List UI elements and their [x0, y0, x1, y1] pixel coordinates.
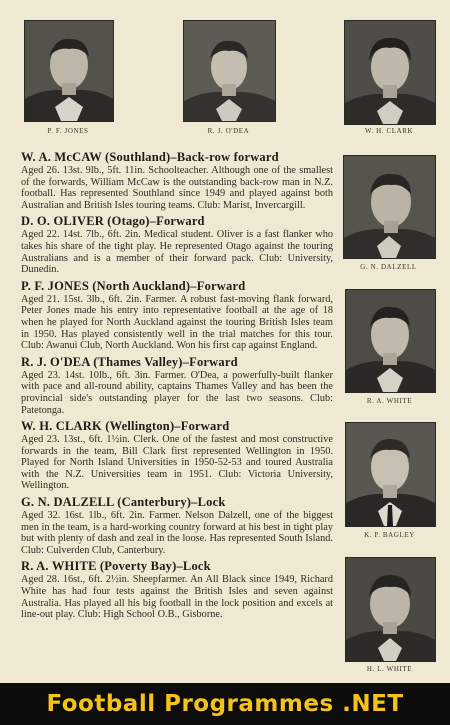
portrait-image	[184, 21, 275, 121]
player-bios	[21, 150, 333, 624]
photo-p-f-jones	[24, 20, 114, 122]
photo-g-n-dalzell	[343, 155, 436, 259]
bio-text: Aged 22. 14st. 7lb., 6ft. 2in. Medical student. Oliver is a fast flanker who takes his share of the tight play. He represented Otago against the touring Australians and is a member of their forward pack. Club: University, Dunedin.	[21, 229, 333, 276]
bio-heading: R. J. O'DEA (Thames Valley)–Forward	[21, 354, 238, 369]
bio-text: Aged 23. 13st., 6ft. 1½in. Clerk. One of the fastest and most constructive forwards in the team, Bill Clark first represented Wellington in 1950. Played for North Island Universities in 1950-52-53 and toured Australia with the N.Z. Universities team in 1951. Club: Victoria University, Wellington.	[21, 434, 333, 492]
bio-text: Aged 23. 14st. 10lb., 6ft. 3in. Farmer. O'Dea, a powerfully-built flanker with pace and all-round ability, captains Thames Valley and has been the provincial side's outstanding player for the last two seasons. Club: Patetonga.	[21, 369, 333, 416]
photo-w-h-clark	[344, 20, 436, 125]
bio-d-o-oliver	[21, 214, 333, 275]
caption-r-j-odea: R. J. O'DEA	[207, 127, 250, 135]
bio-text: Aged 32. 16st. 1lb., 6ft. 2in. Farmer. Nelson Dalzell, one of the biggest men in the team, is a hard-working country forward at his best in tight play but with plenty of dash and zeal in the loose. Has represented South Island. Club: Culverden Club, Canterbury.	[21, 510, 333, 556]
bio-heading: P. F. JONES (North Auckland)–Forward	[21, 278, 246, 293]
portrait-image	[345, 21, 435, 124]
caption-r-a-white: R. A. WHITE	[366, 397, 413, 405]
bio-p-f-jones	[21, 279, 333, 352]
bio-text: Aged 21. 15st. 3lb., 6ft. 2in. Farmer. A robust fast-moving flank forward, Peter Jones made his entry into representative football at the age of 18 when he played for North Auckland against the touring British Isles team in 1950. Has played consistently well in the trial matches for this tour. Club: Awanui Club, North Auckland. Won his first cap against England.	[21, 293, 333, 352]
caption-k-p-bagley: K. P. BAGLEY	[364, 531, 415, 539]
watermark-text: Football Programmes .NET	[46, 691, 404, 717]
bio-g-n-dalzell	[21, 495, 333, 556]
photo-r-a-white	[345, 289, 436, 393]
photo-r-j-odea	[183, 20, 276, 122]
caption-h-l-white: H. L. WHITE	[366, 665, 413, 673]
caption-p-f-jones: P. F. JONES	[47, 127, 89, 135]
photo-h-l-white	[345, 557, 436, 662]
portrait-image	[346, 423, 435, 526]
bio-text: Aged 28. 16st., 6ft. 2½in. Sheepfarmer. An All Black since 1949, Richard White has had four tests against the British Isles and seven against Australia. Has played all his big football in the lock position and excels at line-out play. Club: High School O.B., Gisborne.	[21, 574, 333, 621]
caption-g-n-dalzell: G. N. DALZELL	[360, 263, 417, 271]
photo-k-p-bagley	[345, 422, 436, 527]
bio-heading: R. A. WHITE (Poverty Bay)–Lock	[21, 559, 211, 574]
bio-text: Aged 26. 13st. 9lb., 5ft. 11in. Schoolteacher. Although one of the smallest of the forwards, William McCaw is the outstanding back-row man in N.Z. football. Has represented Southland since 1949 and played against both Australian and British Isles touring teams. Club: Marist, Invercargill.	[21, 165, 333, 211]
portrait-image	[346, 558, 435, 661]
bio-r-j-odea	[21, 355, 333, 416]
portrait-image	[344, 156, 435, 258]
bio-w-h-clark	[21, 419, 333, 492]
bio-heading: G. N. DALZELL (Canterbury)–Lock	[21, 495, 226, 510]
bio-heading: D. O. OLIVER (Otago)–Forward	[21, 214, 205, 229]
bio-heading: W. H. CLARK (Wellington)–Forward	[21, 419, 230, 434]
bio-heading: W. A. McCAW (Southland)–Back-row forward	[21, 150, 279, 164]
portrait-image	[346, 290, 435, 392]
portrait-image	[25, 21, 113, 121]
caption-w-h-clark: W. H. CLARK	[364, 127, 414, 135]
watermark-banner	[0, 683, 450, 725]
bio-r-a-white	[21, 559, 333, 620]
bio-w-a-mccaw	[21, 150, 333, 211]
